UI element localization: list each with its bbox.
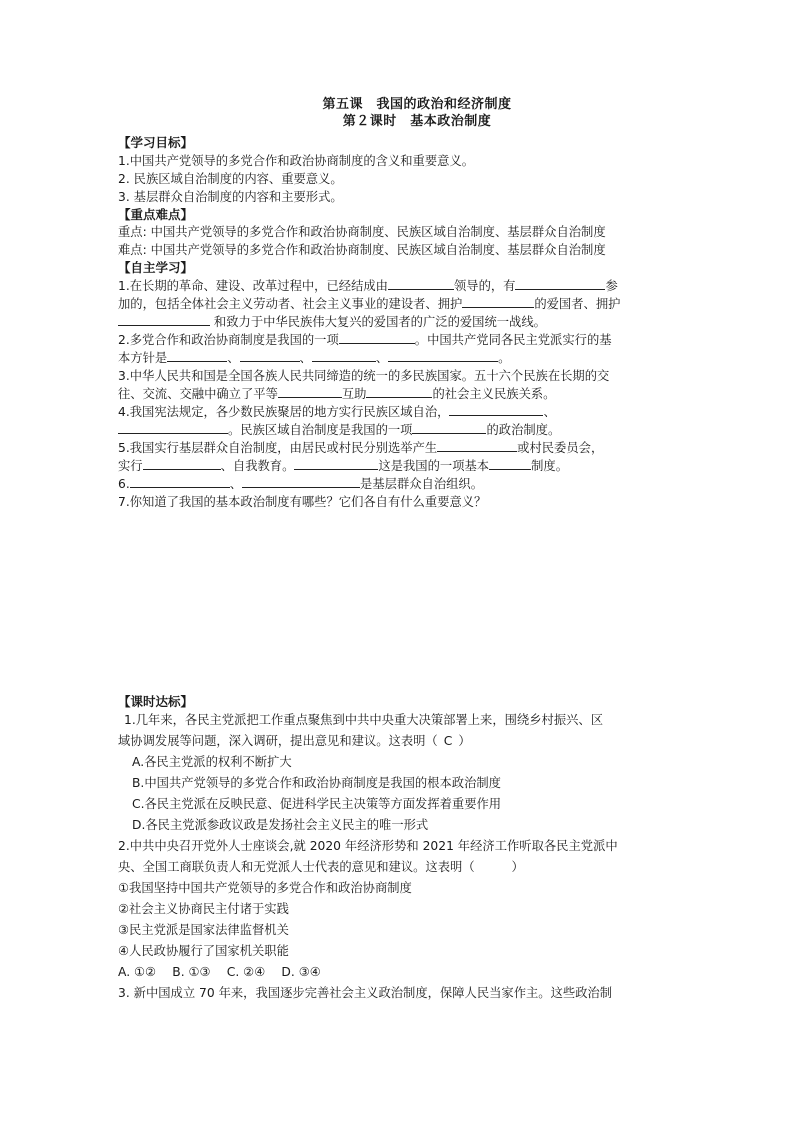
text: 加的，包括全体社会主义劳动者、社会主义事业的建设者、拥护 [118,296,463,311]
keypoint-important: 重点: 中国共产党领导的多党合作和政治协商制度、民族区域自治制度、基层群众自治制度 [118,225,606,239]
text: 的社会主义民族关系。 [432,386,556,401]
question-5-line-2 [118,457,678,475]
practice-2-item: ①我国坚持中国共产党领导的多党合作和政治协商制度 [118,881,412,895]
text: 制度。 [531,458,568,473]
text: 这是我国的一项基本 [378,458,490,473]
fill-blank[interactable] [388,277,454,290]
fill-blank[interactable] [412,421,486,434]
self-study-heading: 【自主学习】 [118,260,194,275]
practice-1-option[interactable]: A.各民主党派的权利不断扩大 [132,755,292,769]
fill-blank[interactable] [143,457,221,470]
keypoints-heading: 【重点难点】 [118,206,194,222]
question-2-line-1 [118,331,678,349]
fill-blank[interactable] [489,457,531,470]
practice-2-line-1: 2.中共中央召开党外人士座谈会,就 2020 年经济形势和 2021 年经济工作听取各民主党派中 [118,839,618,853]
worksheet [118,96,678,1004]
question-4-line-1 [118,403,678,421]
fill-blank[interactable] [312,349,376,362]
text: 域协调发展等问题，深入调研，提出意见和建议。这表明（ [118,734,438,748]
text: 参 [605,278,618,293]
question-3-line-1: 3.中华人民共和国是全国各族人民共同缔造的统一的多民族国家。五十六个民族在长期的交 [118,368,610,383]
fill-blank[interactable] [388,349,498,362]
keypoint-difficult: 难点: 中国共产党领导的多党合作和政治协商制度、民族区域自治制度、基层群众自治制度 [118,243,606,257]
text: 6. [118,476,130,491]
practice-2-item: ③民主党派是国家法律监督机关 [118,923,289,937]
goals-heading: 【学习目标】 [118,135,194,150]
practice-2-item: ②社会主义协商民主付诸于实践 [118,902,289,916]
fill-blank[interactable] [118,421,228,434]
page-subtitle: 第２课时 基本政治制度 [342,114,492,129]
title-block [156,96,678,130]
fill-blank[interactable] [339,331,415,344]
question-2-line-2 [118,349,678,367]
question-4-line-2 [118,421,678,439]
fill-blank[interactable] [240,349,300,362]
text: 实行 [118,458,143,473]
question-5-line-1 [118,439,678,457]
question-1-line-2 [118,295,678,313]
text: 的爱国者、拥护 [534,296,621,311]
fill-blank[interactable] [437,439,517,452]
goal-item: 1.中国共产党领导的多党合作和政治协商制度的含义和重要意义。 [118,153,475,168]
text: 2.多党合作和政治协商制度是我国的一项 [118,332,339,347]
fill-blank[interactable] [130,475,230,488]
text: 、 [375,350,389,365]
practice-heading: 【课时达标】 [118,693,194,709]
text: 领导的，有 [453,278,516,293]
practice-1-option[interactable]: B.中国共产党领导的多党合作和政治协商制度是我国的根本政治制度 [132,776,501,790]
fill-blank[interactable] [462,295,534,308]
question-6 [118,475,678,493]
text: 、 [227,350,240,365]
question-3-line-2 [118,385,678,403]
fill-blank[interactable] [278,385,342,398]
text: 本方针是 [118,350,168,365]
question-7: 7.你知道了我国的基本政治制度有哪些？它们各自有什么重要意义？ [118,494,487,509]
text: 5.我国实行基层群众自治制度，由居民或村民分别选举产生 [118,440,438,455]
text: 的政治制度。 [486,422,561,437]
fill-blank[interactable] [167,349,227,362]
goal-item: 3. 基层群众自治制度的内容和主要形式。 [118,189,343,204]
text: ） [458,734,471,748]
page-title: 第五课 我国的政治和经济制度 [322,97,512,112]
text: 互助 [341,386,367,401]
practice-1-option[interactable]: D.各民主党派参政议政是发扬社会主义民主的唯一形式 [132,818,429,832]
answer-mark: C [443,734,453,748]
text: 、 [543,404,556,419]
goal-item: 2. 民族区域自治制度的内容、重要意义。 [118,171,343,186]
fill-blank[interactable] [242,475,360,488]
text: 往、交流、交融中确立了平等 [118,386,278,401]
practice-1-line-2 [118,731,678,752]
text: 1.在长期的革命、建设、改革过程中，已经结成由 [118,278,388,293]
text: 。中国共产党同各民主党派实行的基 [414,332,612,347]
practice-2-line-2: 央、全国工商联负责人和无党派人士代表的意见和建议。这表明（ ） [118,860,524,874]
text: 。民族区域自治制度是我国的一项 [228,422,413,437]
practice-1-option[interactable]: C.各民主党派在反映民意、促进科学民主决策等方面发挥着重要作用 [132,797,502,811]
text: 4.我国宪法规定，各少数民族聚居的地方实行民族区域自治， [118,404,450,419]
text: 和致力于中华民族伟大复兴的爱国者的广泛的爱国统一战线。 [213,314,546,329]
fill-blank[interactable] [449,403,543,416]
text: 。 [498,350,511,365]
fill-blank[interactable] [366,385,432,398]
text: 、 [229,476,243,491]
text: 或村民委员会， [517,440,604,455]
fill-blank[interactable] [515,277,605,290]
practice-1-line-1: 1.几年来，各民主党派把工作重点聚焦到中共中央重大决策部署上来，围绕乡村振兴、区 [124,713,604,727]
practice-2-item: ④人民政协履行了国家机关职能 [118,944,289,958]
question-1-line-3 [118,313,678,331]
practice-2-options[interactable]: A. ①② B. ①③ C. ②④ D. ③④ [118,965,321,979]
text: 是基层群众自治组织。 [360,476,484,491]
answer-space[interactable] [118,511,678,693]
text: 、自我教育。 [220,458,295,473]
practice-3-line-1: 3. 新中国成立 70 年来，我国逐步完善社会主义政治制度，保障人民当家作主。这些政治制 [118,986,613,1000]
fill-blank[interactable] [118,313,210,326]
question-1-line-1 [118,277,678,295]
fill-blank[interactable] [294,457,378,470]
text: 、 [299,350,312,365]
